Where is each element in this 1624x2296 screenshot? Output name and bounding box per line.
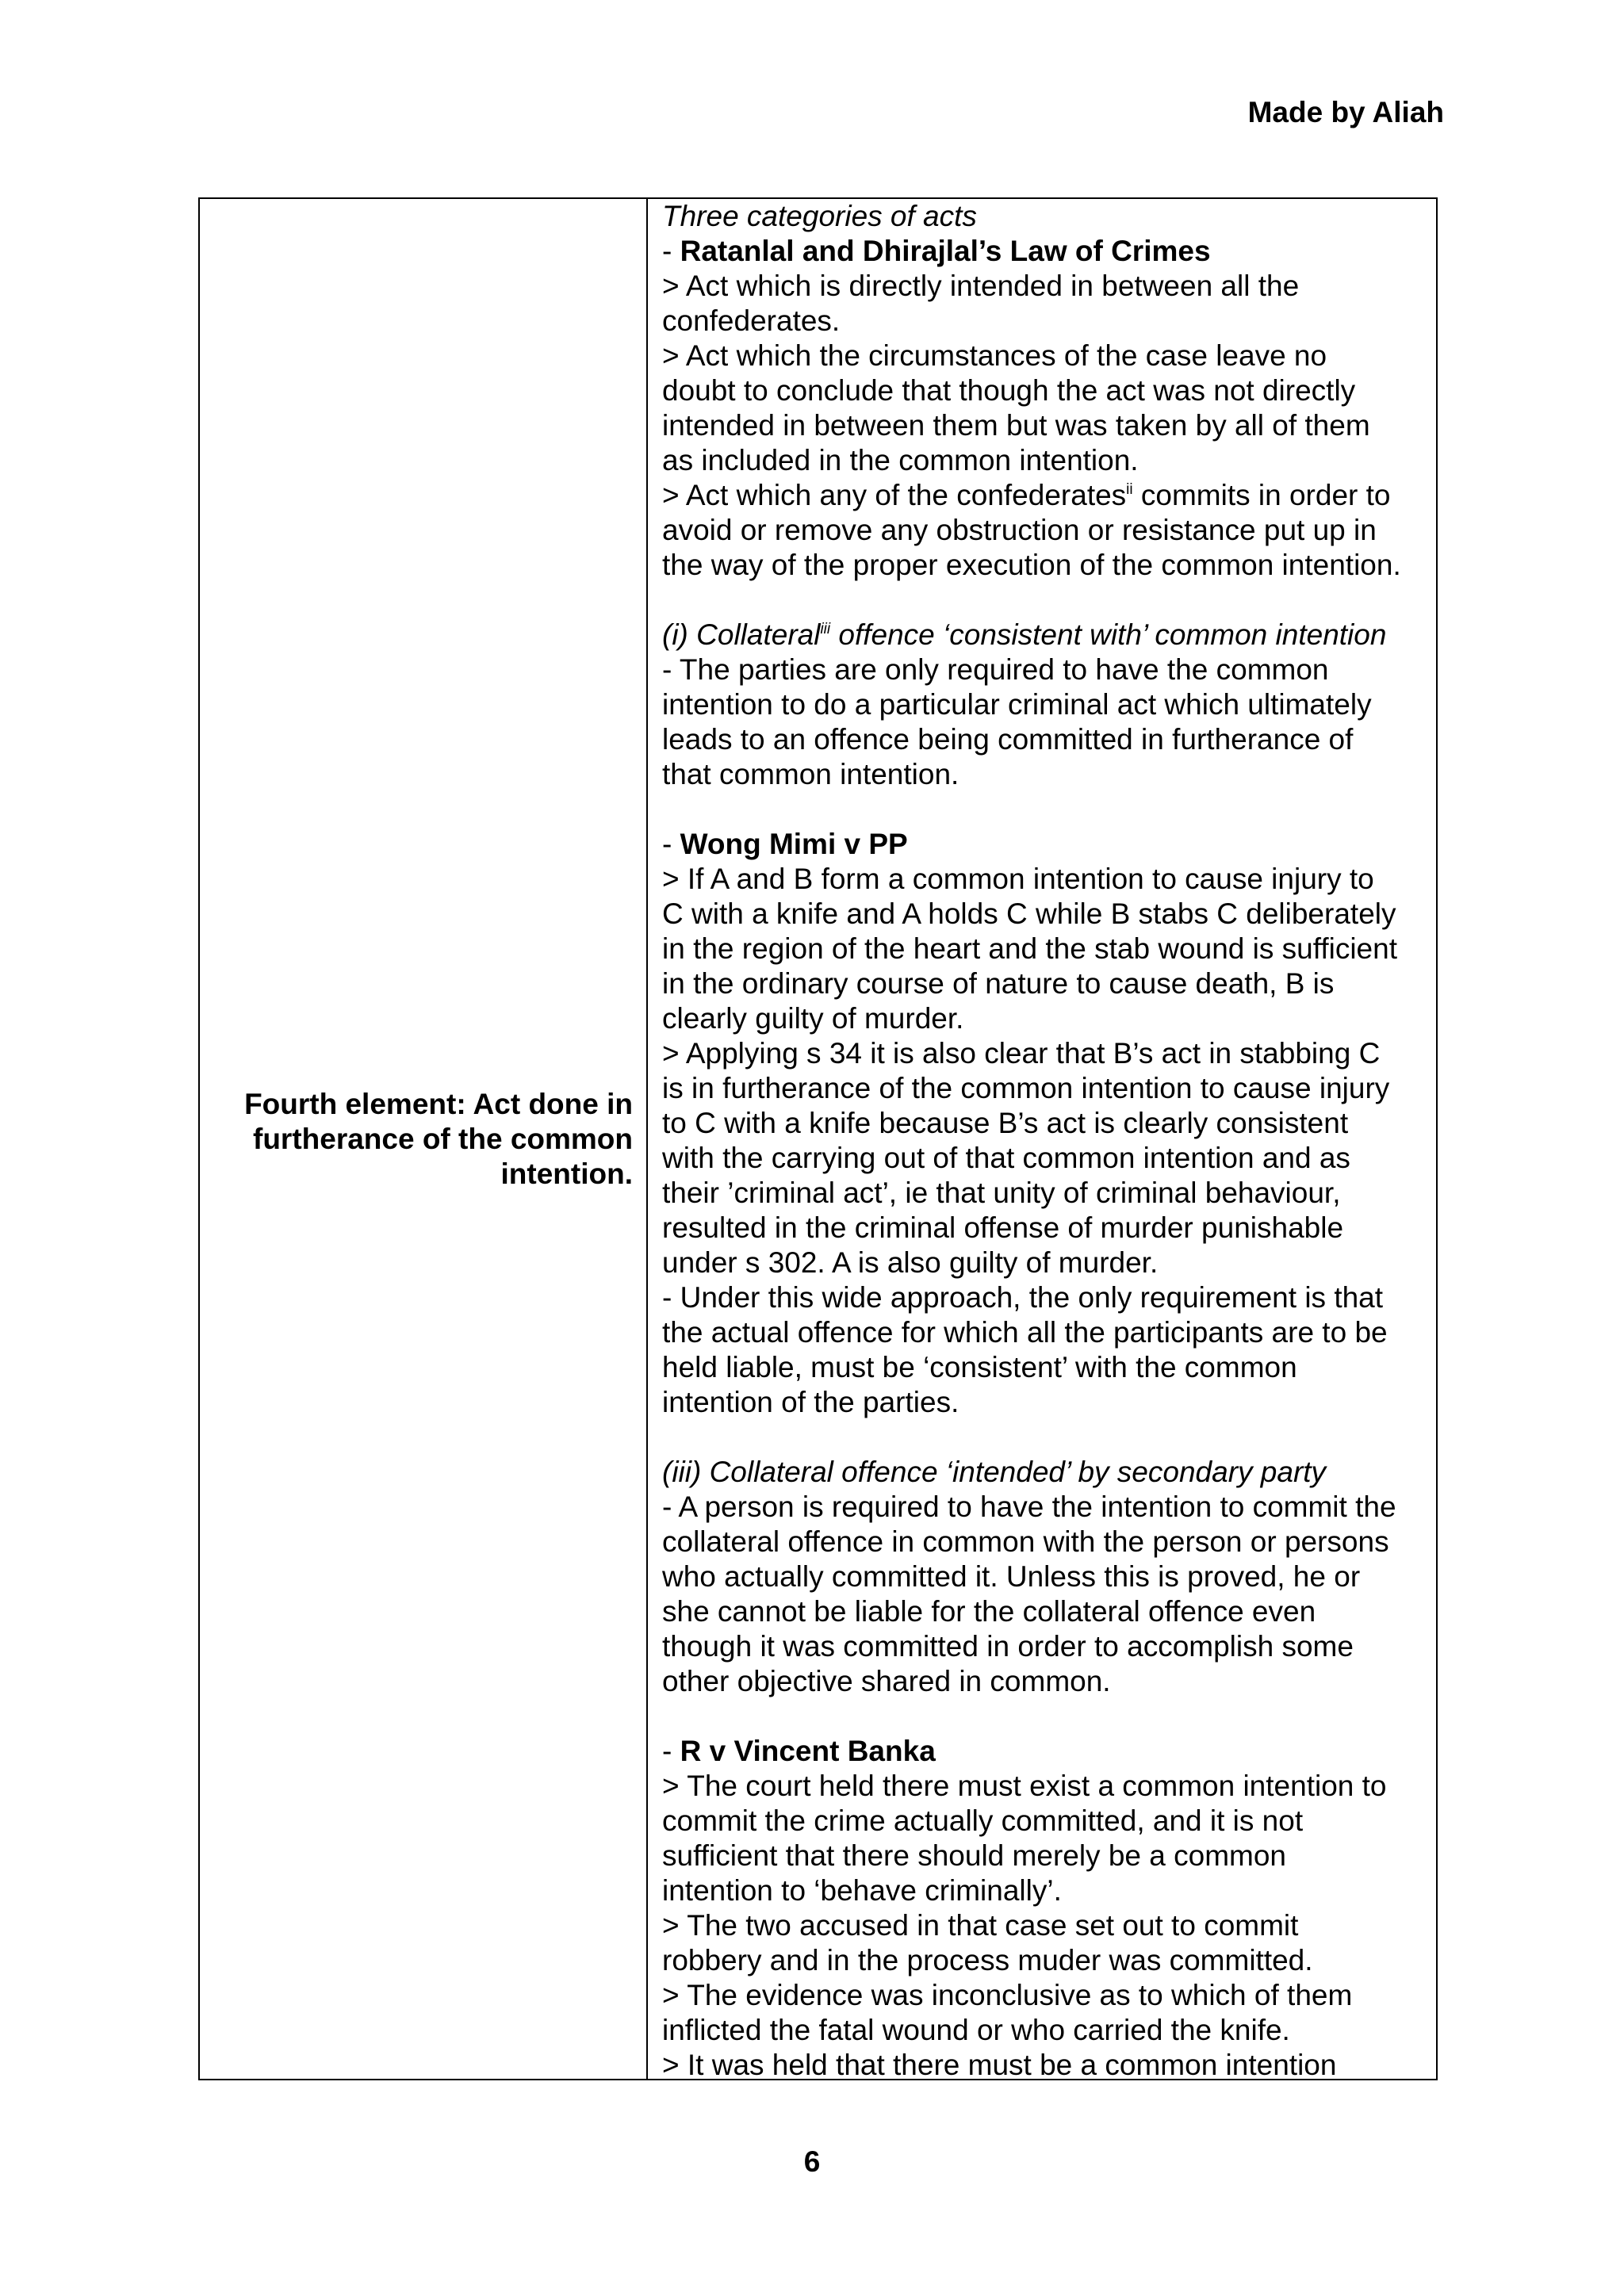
text-run: though it was committed in order to accomplish some [662,1630,1354,1663]
text-run: offence ‘consistent with’ common intention [830,618,1387,651]
text-run: (iii) Collateral offence ‘intended’ by secondary party [662,1456,1327,1488]
text-line [662,722,1425,757]
text-run: C with a knife and A holds C while B stabs C deliberately [662,897,1396,930]
text-run: > Act which the circumstances of the case leave no [662,339,1327,372]
case-name: R v Vincent Banka [680,1735,936,1767]
text-run: > The court held there must exist a common intention to [662,1770,1387,1802]
text-line [662,1804,1425,1839]
text-line [662,1629,1425,1664]
text-run: intention to do a particular criminal act which ultimately [662,688,1372,721]
text-run: is in furtherance of the common intention to cause injury [662,1072,1390,1104]
text-run: leads to an offence being committed in furtherance of [662,723,1354,756]
text-line [662,1036,1425,1071]
text-line [662,373,1425,408]
text-line [662,269,1425,304]
text-run: the actual offence for which all the participants are to be [662,1316,1388,1349]
case-name: Wong Mimi v PP [680,828,908,860]
text-run: robbery and in the process muder was committed. [662,1944,1313,1976]
text-run: who actually committed it. Unless this is proved, he or [662,1560,1361,1593]
text-line [662,1246,1425,1280]
notes-table [198,197,1438,2080]
text-line [662,478,1425,513]
text-line [662,1490,1425,1525]
text-run: - Under this wide approach, the only requirement is that [662,1281,1384,1314]
text-run: the way of the proper execution of the common intention. [662,549,1401,581]
text-line [662,1315,1425,1350]
text-run: confederates. [662,304,841,337]
text-line [662,1839,1425,1873]
text-line [662,687,1425,722]
text-run: under s 302. A is also guilty of murder. [662,1246,1159,1279]
text-run: sufficient that there should merely be a common [662,1839,1287,1872]
text-line [662,1978,1425,2013]
text-run: > It was held that there must be a common intention [662,2049,1337,2079]
text-run: that common intention. [662,758,959,790]
text-line [662,1455,1425,1490]
text-line [662,652,1425,687]
text-line [662,757,1425,792]
paragraph-gap [662,583,1425,618]
text-run: intended in between them but was taken by all of them [662,409,1370,442]
page-number: 6 [803,2145,821,2178]
text-run: she cannot be liable for the collateral offence even [662,1595,1316,1628]
text-run: with the carrying out of that common intention and as [662,1142,1350,1174]
text-run: Three categories of acts [662,200,977,232]
text-line [662,304,1425,339]
text-line [662,1106,1425,1141]
text-line [662,932,1425,966]
text-run: held liable, must be ‘consistent’ with the common [662,1351,1297,1383]
paragraph-gap [662,792,1425,827]
text-run: - A person is required to have the intention to commit the [662,1490,1396,1523]
text-line [662,897,1425,932]
text-run: in the ordinary course of nature to cause death, B is [662,967,1335,1000]
text-line [662,966,1425,1001]
element-heading-cell [200,199,648,2079]
text-line [662,234,1425,269]
text-run: their ’criminal act’, ie that unity of criminal behaviour, [662,1177,1341,1209]
text-run: intention of the parties. [662,1386,959,1418]
text-run: resulted in the criminal offense of murder punishable [662,1211,1344,1244]
text-line [662,1280,1425,1315]
text-line [662,1559,1425,1594]
explanation-cell [648,199,1436,2079]
text-line [662,443,1425,478]
text-run: clearly guilty of murder. [662,1002,964,1035]
text-run: > Applying s 34 it is also clear that B’s act in stabbing C [662,1037,1381,1070]
text-line [662,1141,1425,1176]
text-run: > The two accused in that case set out to commit [662,1909,1299,1942]
text-line [662,618,1425,652]
case-name: Ratanlal and Dhirajlal’s Law of Crimes [680,235,1211,267]
text-line [662,1001,1425,1036]
text-line [662,1943,1425,1978]
text-run: - The parties are only required to have the common [662,653,1329,686]
text-run: > Act which is directly intended in between all the [662,270,1300,302]
text-run: as included in the common intention. [662,444,1139,476]
text-line [662,2048,1425,2079]
text-run: > Act which any of the confederates [662,479,1127,511]
text-line [662,548,1425,583]
text-run: to C with a knife because B’s act is clearly consistent [662,1107,1349,1139]
text-run: doubt to conclude that though the act was not directly [662,374,1356,407]
paragraph-gap [662,1420,1425,1455]
footnote-ref: iii [820,621,831,637]
text-run: commit the crime actually committed, and it is not [662,1804,1304,1837]
text-line [662,827,1425,862]
text-line [662,1664,1425,1699]
text-run: - [662,235,680,267]
text-line [662,1350,1425,1385]
text-run: > If A and B form a common intention to cause injury to [662,863,1374,895]
text-line [662,1071,1425,1106]
text-line [662,339,1425,373]
paragraph-gap [662,1699,1425,1734]
text-line [662,1908,1425,1943]
element-heading-line: furtherance of the common [253,1122,633,1155]
element-heading-line: Fourth element: Act done in [244,1087,633,1120]
text-run: collateral offence in common with the person or persons [662,1525,1389,1558]
text-run: commits in order to [1132,479,1391,511]
text-line [662,1385,1425,1420]
text-line [662,1176,1425,1211]
text-run: inflicted the fatal wound or who carried the knife. [662,2014,1290,2046]
text-run: in the region of the heart and the stab wound is sufficient [662,932,1397,965]
text-line [662,513,1425,548]
text-line [662,199,1425,234]
text-run: avoid or remove any obstruction or resistance put up in [662,514,1377,546]
text-run: intention to ‘behave criminally’. [662,1874,1062,1907]
text-line [662,1873,1425,1908]
text-line [662,1769,1425,1804]
text-line [662,1594,1425,1629]
text-run: > The evidence was inconclusive as to which of them [662,1979,1353,2011]
footnote-ref: ii [1126,481,1133,498]
text-line [662,408,1425,443]
element-heading-line: intention. [500,1157,633,1190]
text-run: other objective shared in common. [662,1665,1111,1697]
text-line [662,1211,1425,1246]
document-header-author: Made by Aliah [1247,96,1444,128]
text-line [662,1525,1425,1559]
text-run: - [662,1735,680,1767]
text-line [662,2013,1425,2048]
text-line [662,1734,1425,1769]
text-run: (i) Collateral [662,618,821,651]
text-line [662,862,1425,897]
element-heading [220,1087,633,1192]
text-run: - [662,828,680,860]
